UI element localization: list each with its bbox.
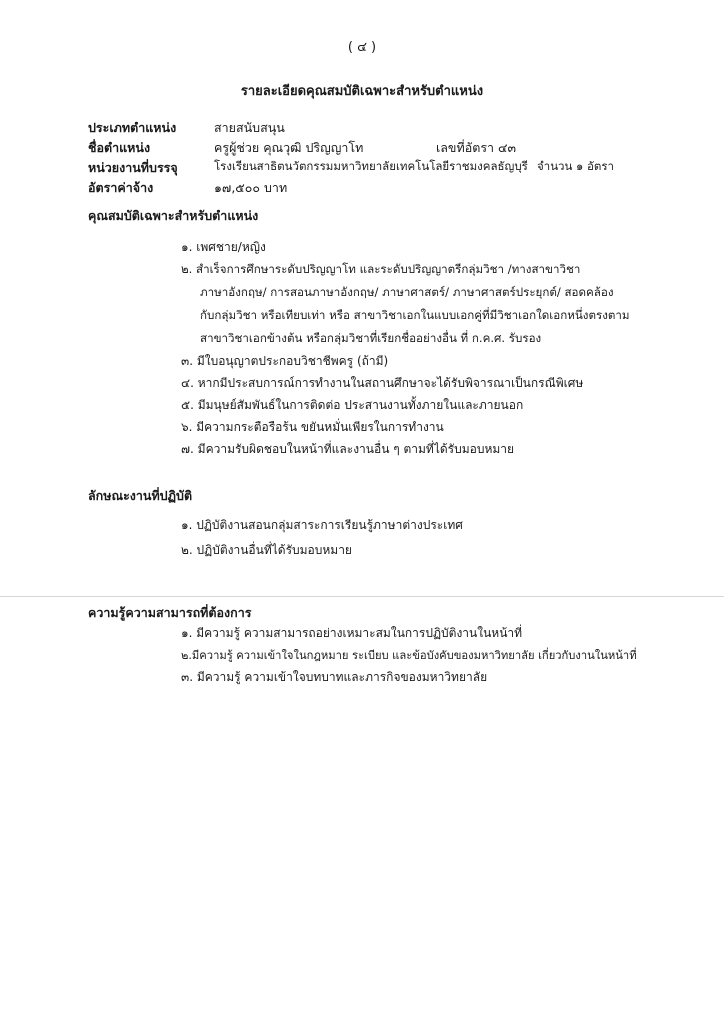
page-number: ( ๔ ) bbox=[347, 40, 377, 55]
position-type-value: สายสนับสนุน bbox=[214, 120, 285, 135]
qualification-item: ๔. หากมีประสบการณ์การทำงานในสถานศึกษาจะได้รับพิจารณาเป็นกรณีพิเศษ bbox=[181, 376, 584, 390]
duties-heading: ลักษณะงานที่ปฏิบัติ bbox=[88, 488, 193, 503]
qualification-item-cont: สาขาวิชาเอกข้างต้น หรือกลุ่มวิชาที่เรียกชื่ออย่างอื่น ที่ ก.ค.ศ. รับรอง bbox=[200, 331, 542, 345]
duty-item: ๒. ปฏิบัติงานอื่นที่ได้รับมอบหมาย bbox=[181, 543, 352, 557]
unit-value: โรงเรียนสาธิตนวัตกรรมมหาวิทยาลัยเทคโนโลยีราชมงคลธัญบุรี bbox=[214, 159, 528, 173]
page-title: รายละเอียดคุณสมบัติเฉพาะสำหรับตำแหน่ง bbox=[240, 84, 484, 99]
qualifications-heading: คุณสมบัติเฉพาะสำหรับตำแหน่ง bbox=[88, 208, 259, 223]
qualification-item: ๒. สำเร็จการศึกษาระดับปริญญาโท และระดับปริญญาตรีกลุ่มวิชา /ทางสาขาวิชา bbox=[181, 262, 581, 276]
knowledge-heading: ความรู้ความสามารถที่ต้องการ bbox=[88, 605, 252, 620]
qualification-item: ๖. มีความกระตือรือร้น ขยันหมั่นเพียรในการทำงาน bbox=[181, 420, 444, 434]
qualification-item: ๕. มีมนุษย์สัมพันธ์ในการติดต่อ ประสานงานทั้งภายในและภายนอก bbox=[181, 398, 524, 412]
unit-count: จำนวน ๑ อัตรา bbox=[537, 159, 614, 173]
position-name-value: ครูผู้ช่วย คุณวุฒิ ปริญญาโท bbox=[214, 140, 364, 155]
unit-label: หน่วยงานที่บรรจุ bbox=[88, 160, 178, 175]
rate-number: เลขที่อัตรา ๔๓ bbox=[436, 140, 517, 155]
position-type-label: ประเภทตำแหน่ง bbox=[88, 120, 177, 135]
knowledge-item: ๒.มีความรู้ ความเข้าใจในกฎหมาย ระเบียบ และข้อบังคับของมหาวิทยาลัย เกี่ยวกับงานในหน้าที่ bbox=[181, 649, 637, 662]
knowledge-item: ๑. มีความรู้ ความสามารถอย่างเหมาะสมในการปฏิบัติงานในหน้าที่ bbox=[181, 626, 523, 640]
qualification-item: ๗. มีความรับผิดชอบในหน้าที่และงานอื่น ๆ ตามที่ได้รับมอบหมาย bbox=[181, 442, 515, 456]
position-name-label: ชื่อตำแหน่ง bbox=[88, 140, 151, 155]
qualification-item: ๓. มีใบอนุญาตประกอบวิชาชีพครู (ถ้ามี) bbox=[181, 354, 389, 368]
duty-item: ๑. ปฏิบัติงานสอนกลุ่มสาระการเรียนรู้ภาษาต่างประเทศ bbox=[181, 518, 463, 532]
qualification-item-cont: กับกลุ่มวิชา หรือเทียบเท่า หรือ สาขาวิชาเอกในแบบเอกคู่ที่มีวิชาเอกใดเอกหนึ่งตรงตาม bbox=[200, 308, 630, 322]
salary-value: ๑๗,๕๐๐ บาท bbox=[214, 180, 288, 195]
scan-fold-line bbox=[0, 596, 724, 597]
qualification-item: ๑. เพศชาย/หญิง bbox=[181, 240, 266, 254]
salary-label: อัตราค่าจ้าง bbox=[88, 180, 154, 195]
qualification-item-cont: ภาษาอังกฤษ/ การสอนภาษาอังกฤษ/ ภาษาศาสตร์/ ภาษาศาสตร์ประยุกต์/ สอดคล้อง bbox=[200, 285, 614, 299]
knowledge-item: ๓. มีความรู้ ความเข้าใจบทบาทและภารกิจของมหาวิทยาลัย bbox=[181, 670, 488, 684]
